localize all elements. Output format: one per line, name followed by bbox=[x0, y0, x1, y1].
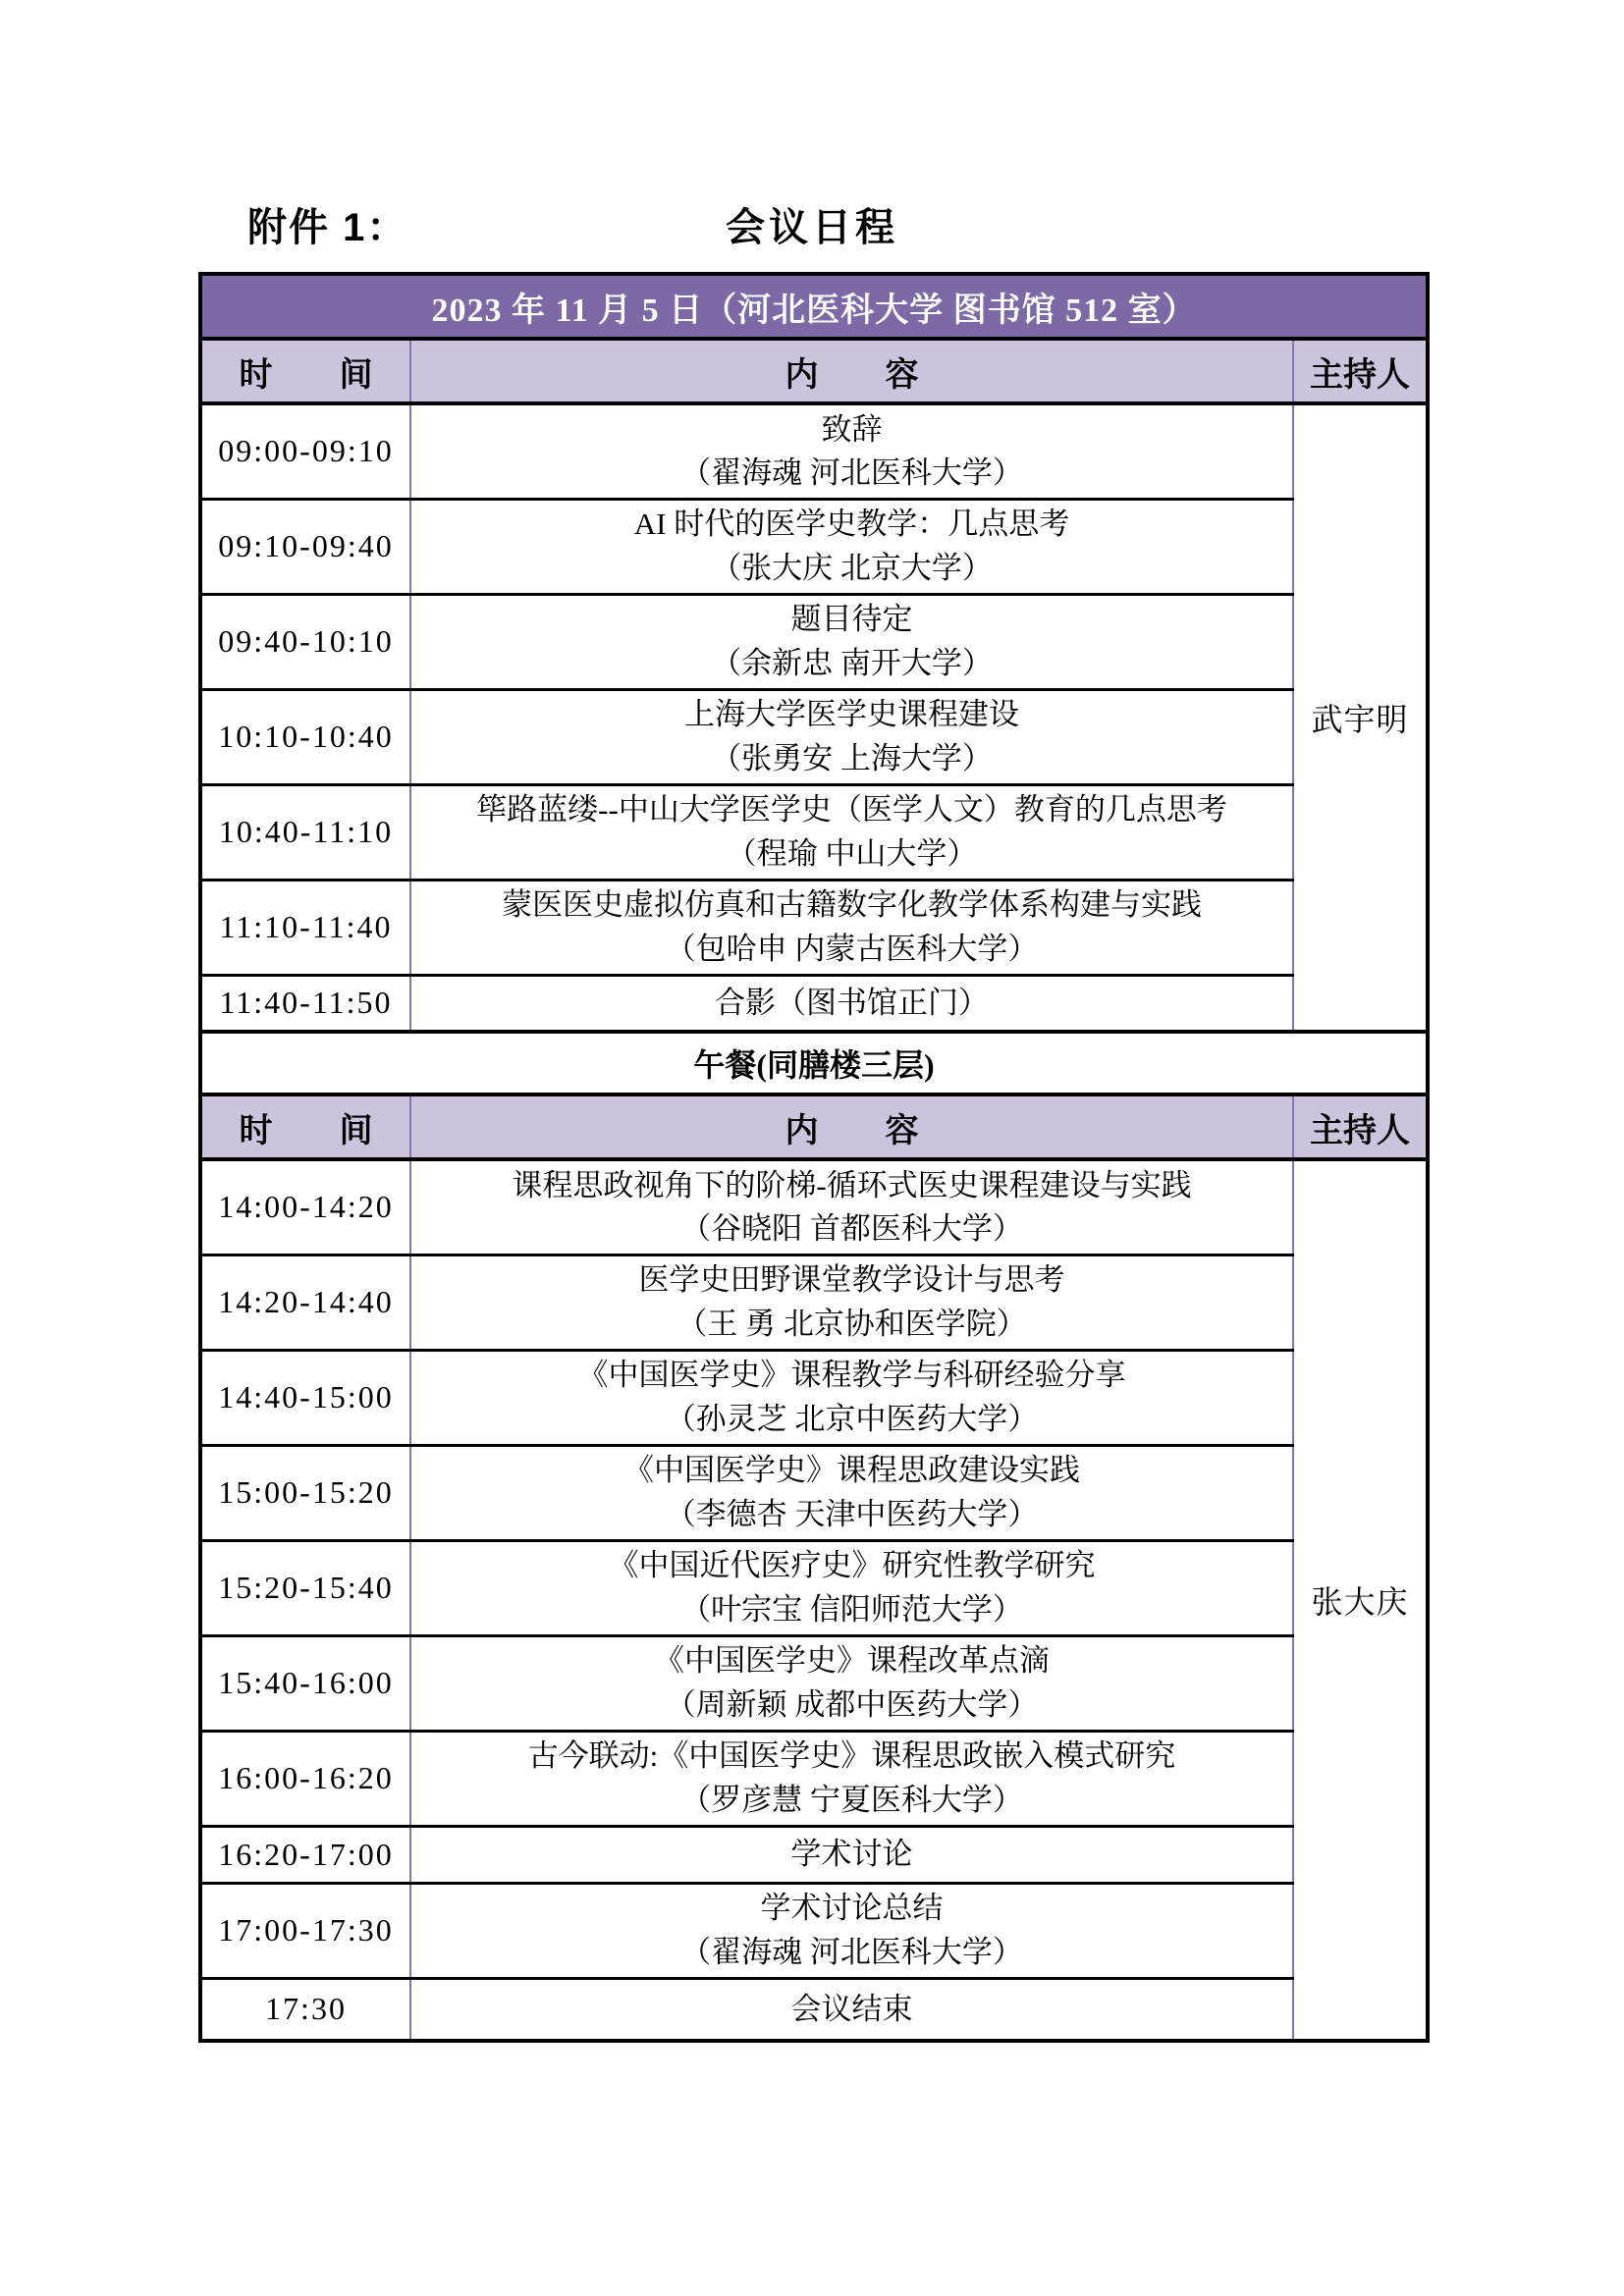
session-title: 学术讨论 bbox=[790, 1836, 913, 1871]
session-presenter: （翟海魂 河北医科大学） bbox=[680, 454, 1023, 490]
session-time: 15:00-15:20 bbox=[200, 1445, 410, 1540]
lunch-row bbox=[200, 1032, 1428, 1095]
session-presenter: （余新忠 南开大学） bbox=[711, 645, 993, 680]
session-content bbox=[410, 784, 1293, 880]
column-header-time: 时 间 bbox=[200, 1095, 410, 1159]
date-header-row bbox=[200, 274, 1428, 339]
session-presenter: （张大庆 北京大学） bbox=[711, 550, 993, 585]
session-time: 11:40-11:50 bbox=[200, 975, 410, 1032]
table-row bbox=[200, 403, 1428, 499]
session-title: 医学史田野课堂教学设计与思考 bbox=[638, 1262, 1065, 1298]
session-content bbox=[410, 975, 1293, 1032]
session-time: 11:10-11:40 bbox=[200, 880, 410, 975]
session-presenter: （罗彦慧 宁夏医科大学） bbox=[680, 1782, 1023, 1817]
table-row bbox=[200, 975, 1428, 1032]
column-header-moderator: 主持人 bbox=[1293, 339, 1428, 403]
lunch-label: 午餐(同膳楼三层) bbox=[200, 1032, 1428, 1095]
session-title: 《中国近代医疗史》研究性教学研究 bbox=[608, 1548, 1096, 1583]
session-presenter: （张勇安 上海大学） bbox=[711, 740, 993, 775]
session-content bbox=[410, 1883, 1293, 1978]
session-time: 14:00-14:20 bbox=[200, 1159, 410, 1255]
session-content bbox=[410, 880, 1293, 975]
session-presenter: （翟海魂 河北医科大学） bbox=[680, 1934, 1023, 1969]
table-row bbox=[200, 1540, 1428, 1635]
session-content bbox=[410, 689, 1293, 784]
table-row bbox=[200, 784, 1428, 880]
session-title: 蒙医医史虚拟仿真和古籍数字化教学体系构建与实践 bbox=[502, 887, 1202, 923]
date-header: 2023 年 11 月 5 日（河北医科大学 图书馆 512 室） bbox=[200, 274, 1428, 339]
table-row bbox=[200, 1978, 1428, 2041]
session-presenter: （王 勇 北京协和医学院） bbox=[677, 1306, 1027, 1341]
column-header-time: 时 间 bbox=[200, 339, 410, 403]
column-header-content: 内 容 bbox=[410, 339, 1293, 403]
session-time: 16:20-17:00 bbox=[200, 1826, 410, 1883]
session-content bbox=[410, 1255, 1293, 1350]
table-row bbox=[200, 594, 1428, 689]
table-row bbox=[200, 1635, 1428, 1731]
morning-moderator: 武宇明 bbox=[1311, 702, 1409, 737]
session-content bbox=[410, 1978, 1293, 2041]
session-time: 15:40-16:00 bbox=[200, 1635, 410, 1731]
page-title: 会议日程 bbox=[726, 206, 898, 249]
afternoon-moderator: 张大庆 bbox=[1311, 1584, 1409, 1620]
session-time: 17:00-17:30 bbox=[200, 1883, 410, 1978]
session-presenter: （李德杏 天津中医药大学） bbox=[665, 1496, 1039, 1531]
session-content bbox=[410, 1159, 1293, 1255]
table-row bbox=[200, 1445, 1428, 1540]
session-content bbox=[410, 1635, 1293, 1731]
table-row bbox=[200, 1159, 1428, 1255]
session-time: 16:00-16:20 bbox=[200, 1731, 410, 1826]
table-row bbox=[200, 1826, 1428, 1883]
session-title: 上海大学医学史课程建设 bbox=[684, 697, 1019, 732]
table-row bbox=[200, 499, 1428, 594]
session-time: 09:40-10:10 bbox=[200, 594, 410, 689]
column-header-content: 内 容 bbox=[410, 1095, 1293, 1159]
session-title: 合影（图书馆正门） bbox=[715, 985, 989, 1020]
session-title: 古今联动:《中国医学史》课程思政嵌入模式研究 bbox=[527, 1738, 1176, 1774]
session-title: 《中国医学史》课程教学与科研经验分享 bbox=[577, 1358, 1126, 1393]
session-presenter: （谷晓阳 首都医科大学） bbox=[680, 1210, 1023, 1246]
title-bar bbox=[198, 196, 1426, 255]
session-title: AI 时代的医学史教学：几点思考 bbox=[633, 507, 1070, 542]
session-time: 09:10-09:40 bbox=[200, 499, 410, 594]
table-row bbox=[200, 1255, 1428, 1350]
session-title: 课程思政视角下的阶梯-循环式医史课程建设与实践 bbox=[512, 1167, 1192, 1202]
session-presenter: （孙灵芝 北京中医药大学） bbox=[665, 1401, 1039, 1436]
session-content bbox=[410, 1350, 1293, 1445]
session-content bbox=[410, 1540, 1293, 1635]
session-content bbox=[410, 1445, 1293, 1540]
session-content bbox=[410, 1826, 1293, 1883]
column-header-row-2 bbox=[200, 1095, 1428, 1159]
session-time: 14:40-15:00 bbox=[200, 1350, 410, 1445]
session-title: 会议结束 bbox=[790, 1991, 913, 2026]
session-title: 《中国医学史》课程改革点滴 bbox=[654, 1643, 1050, 1679]
table-row bbox=[200, 1350, 1428, 1445]
session-time: 15:20-15:40 bbox=[200, 1540, 410, 1635]
session-content bbox=[410, 1731, 1293, 1826]
column-header-moderator: 主持人 bbox=[1293, 1095, 1428, 1159]
session-time: 14:20-14:40 bbox=[200, 1255, 410, 1350]
table-row bbox=[200, 1883, 1428, 1978]
session-presenter: （叶宗宝 信阳师范大学） bbox=[680, 1591, 1023, 1627]
session-presenter: （周新颖 成都中医药大学） bbox=[665, 1686, 1039, 1722]
session-title: 致辞 bbox=[821, 411, 883, 447]
session-title: 《中国医学史》课程思政建设实践 bbox=[623, 1453, 1080, 1488]
session-time: 10:10-10:40 bbox=[200, 689, 410, 784]
session-title: 题目待定 bbox=[790, 602, 913, 637]
table-row bbox=[200, 880, 1428, 975]
attachment-label: 附件 1： bbox=[247, 206, 408, 249]
session-presenter: （程瑜 中山大学） bbox=[726, 835, 978, 871]
session-content bbox=[410, 594, 1293, 689]
session-time: 10:40-11:10 bbox=[200, 784, 410, 880]
table-row bbox=[200, 689, 1428, 784]
schedule-table bbox=[198, 272, 1430, 2043]
session-time: 17:30 bbox=[200, 1978, 410, 2041]
session-title: 学术讨论总结 bbox=[760, 1891, 944, 1926]
session-time: 09:00-09:10 bbox=[200, 403, 410, 499]
table-row bbox=[200, 1731, 1428, 1826]
session-content bbox=[410, 403, 1293, 499]
column-header-row bbox=[200, 339, 1428, 403]
session-title: 筚路蓝缕--中山大学医学史（医学人文）教育的几点思考 bbox=[476, 792, 1227, 828]
session-content bbox=[410, 499, 1293, 594]
session-presenter: （包哈申 内蒙古医科大学） bbox=[665, 931, 1039, 966]
